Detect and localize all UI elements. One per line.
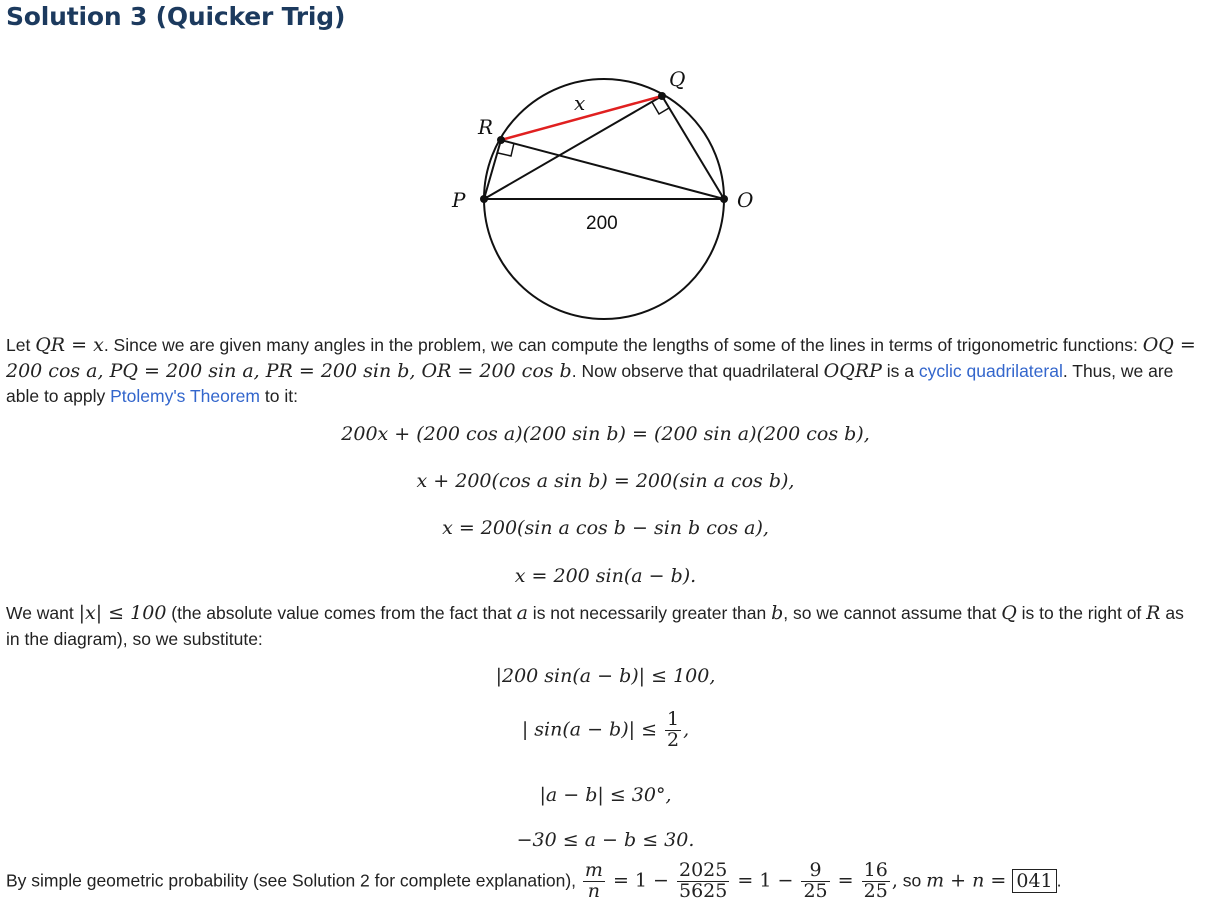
inequality-3: |a − b| ≤ 30°, (539, 784, 672, 806)
label-p: P (452, 188, 466, 212)
final-answer-line: By simple geometric probability (see Solution 2 for complete explanation), $\frac{m}{n}$ = 1 − $\frac{2025}{5625}$ = 1 − $\frac{9}{25}$ = $\frac{16}{25}$ , so m + n = 041 . (6, 859, 1062, 902)
label-x: x (574, 91, 586, 115)
paragraph-intro: Let QR = x. Since we are given many angles in the problem, we can compute the lengths of some of the lines in terms of trigonometric functions: OQ = 200 cos a, PQ = 200 sin a, PR = 200 sin b, OR = 200 cos b. Now observe that quadrilateral OQRP is a cyclic quadrilateral. Thus, we are able to apply Ptolemy's Theorem to it: (6, 334, 1196, 406)
segment-pq (484, 96, 662, 199)
label-r: R (478, 115, 494, 139)
label-200: 200 (586, 213, 618, 234)
label-q: Q (669, 67, 686, 91)
point-o (720, 195, 728, 203)
math-qr: QR = x (35, 334, 104, 356)
point-q (658, 92, 666, 100)
solution-heading: Solution 3 (Quicker Trig) (6, 2, 346, 31)
inequality-2: | sin(a − b)| ≤ $\frac{1}{2}$ , (521, 708, 690, 751)
inequality-1: |200 sin(a − b)| ≤ 100, (495, 665, 716, 687)
paragraph-absolute-value: We want |x| ≤ 100 (the absolute value comes from the fact that a is not necessarily greater than b, so we cannot assume that Q is to the right of R as in the diagram), so we substitute: (6, 602, 1184, 649)
equation-1: 200x + (200 cos a)(200 sin b) = (200 sin a)(200 cos b), (341, 423, 870, 445)
point-r (497, 136, 505, 144)
equation-2: x + 200(cos a sin b) = 200(sin a cos b), (416, 470, 795, 492)
equation-4: x = 200 sin(a − b). (514, 565, 697, 587)
segment-oq (662, 96, 724, 199)
math-oqrp: OQRP (823, 359, 882, 382)
equation-3: x = 200(sin a cos b − sin b cos a), (442, 517, 769, 539)
inequality-4: −30 ≤ a − b ≤ 30. (516, 829, 695, 851)
answer-box: 041 (1012, 869, 1056, 893)
point-p (480, 195, 488, 203)
link-cyclic-quadrilateral[interactable]: cyclic quadrilateral (918, 360, 1063, 381)
label-o: O (737, 188, 754, 212)
link-ptolemy-theorem[interactable]: Ptolemy's Theorem (110, 386, 260, 406)
geometry-diagram (440, 62, 760, 324)
math-lengths: OQ = 200 cos a, PQ = 200 sin a, PR = 200 sin b, OR = 200 cos b (6, 334, 1196, 382)
